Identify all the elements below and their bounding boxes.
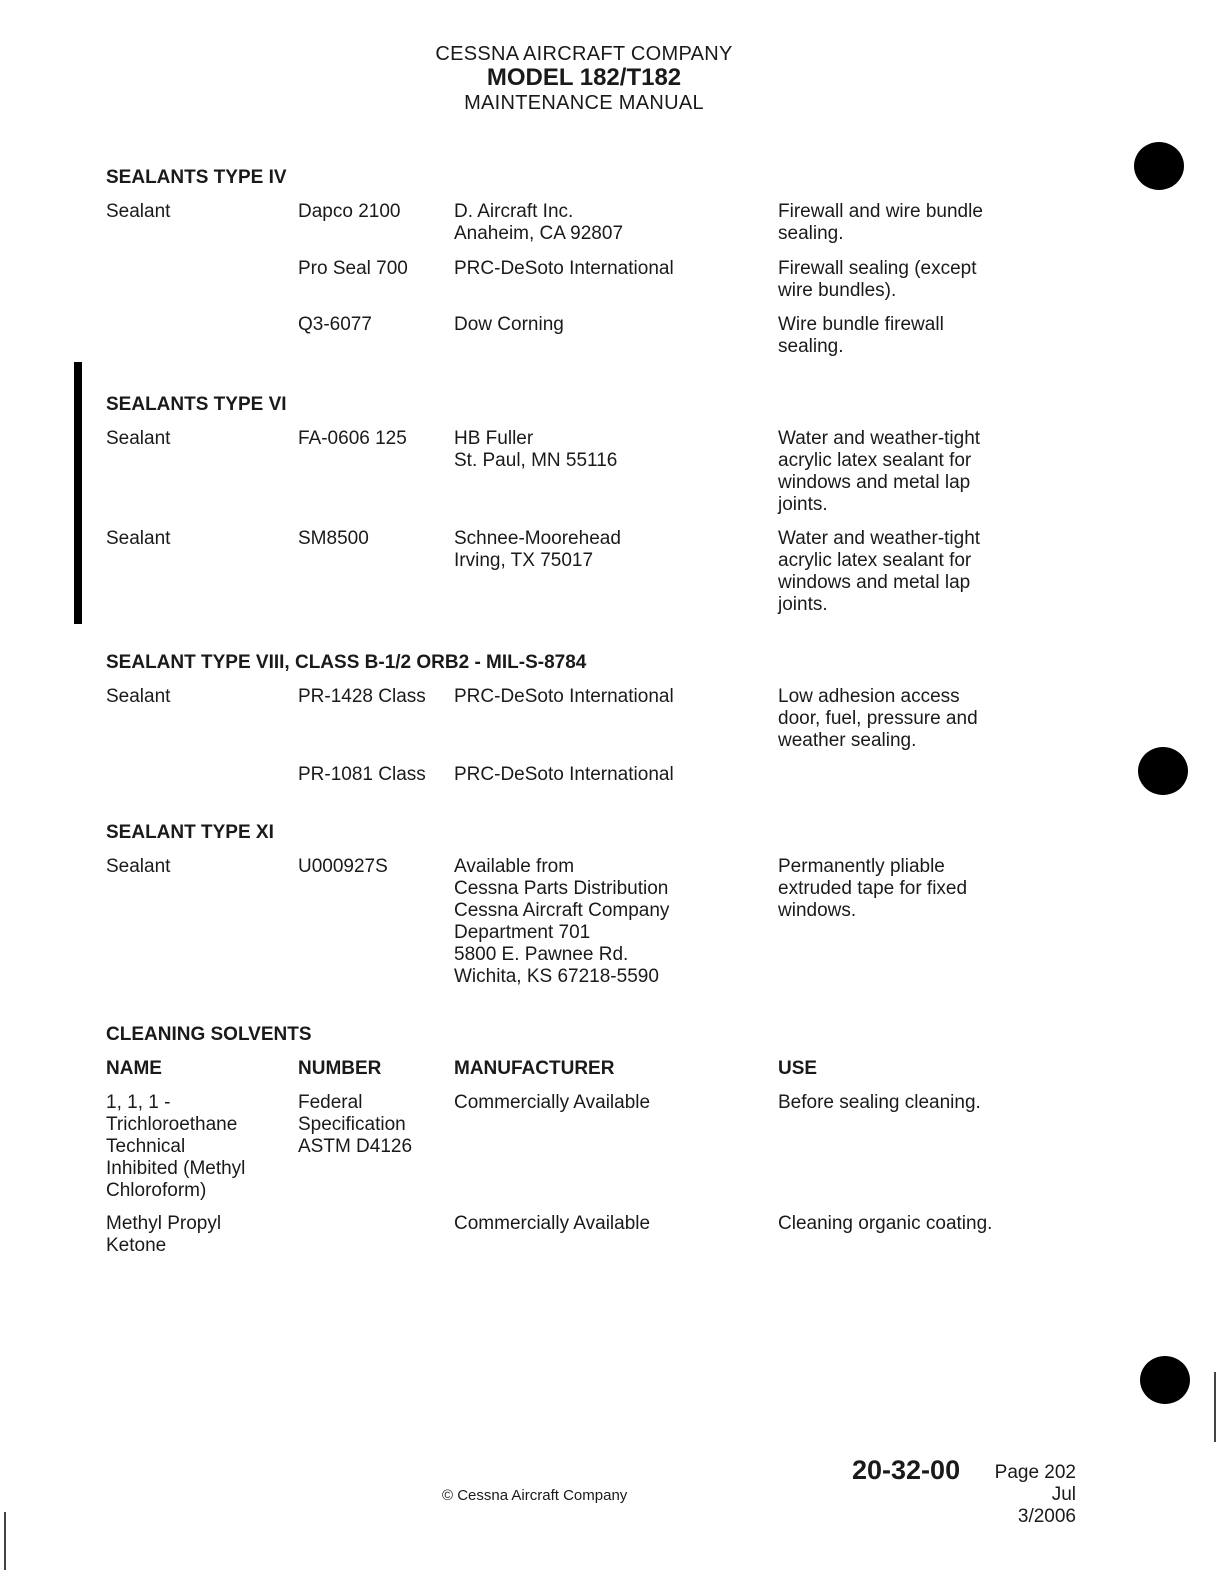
header-model: MODEL 182/T182 (486, 64, 682, 91)
row-use: door, fuel, pressure and (778, 708, 978, 729)
column-header-use: USE (778, 1058, 818, 1079)
row-name: Sealant (106, 528, 171, 549)
row-name: Inhibited (Methyl (106, 1158, 246, 1179)
row-manufacturer: PRC-DeSoto International (454, 686, 674, 707)
page-edge-mark (4, 1512, 6, 1570)
row-manufacturer: Cessna Parts Distribution (454, 878, 669, 899)
row-manufacturer: HB Fuller (454, 428, 534, 449)
column-header-name: NAME (106, 1058, 162, 1079)
row-manufacturer: St. Paul, MN 55116 (454, 450, 618, 471)
row-use: Water and weather-tight (778, 428, 981, 449)
row-use: Before sealing cleaning. (778, 1092, 981, 1113)
row-number: Federal (298, 1092, 363, 1113)
row-manufacturer: Anaheim, CA 92807 (454, 223, 624, 244)
row-use: Wire bundle firewall (778, 314, 944, 335)
row-manufacturer: Department 701 (454, 922, 591, 943)
row-use: windows and metal lap (778, 572, 971, 593)
row-number: Dapco 2100 (298, 201, 401, 222)
row-use: Cleaning organic coating. (778, 1213, 993, 1234)
row-manufacturer: PRC-DeSoto International (454, 258, 674, 279)
row-number: PR-1081 Class (298, 764, 426, 785)
row-use: joints. (778, 594, 828, 615)
row-use: Firewall and wire bundle (778, 201, 983, 222)
footer-page-number: Page 202 (994, 1462, 1076, 1483)
binder-hole-icon (1138, 747, 1188, 795)
row-name: Chloroform) (106, 1180, 207, 1201)
row-use: weather sealing. (778, 730, 917, 751)
row-use: windows and metal lap (778, 472, 971, 493)
row-number: FA-0606 125 (298, 428, 407, 449)
row-name: Sealant (106, 428, 171, 449)
row-manufacturer: Dow Corning (454, 314, 564, 335)
row-manufacturer: Wichita, KS 67218-5590 (454, 966, 659, 987)
row-use: Permanently pliable (778, 856, 945, 877)
row-use: Low adhesion access (778, 686, 960, 707)
column-header-manufacturer: MANUFACTURER (454, 1058, 615, 1079)
row-use: joints. (778, 494, 828, 515)
row-manufacturer: Cessna Aircraft Company (454, 900, 670, 921)
page-edge-mark (1214, 1372, 1216, 1442)
row-name: Technical (106, 1136, 186, 1157)
section-title-sealant-type-viii: SEALANT TYPE VIII, CLASS B-1/2 ORB2 - MIL-S-8784 (106, 652, 587, 673)
row-manufacturer: 5800 E. Pawnee Rd. (454, 944, 629, 965)
row-name: Sealant (106, 856, 171, 877)
section-title-sealant-type-xi: SEALANT TYPE XI (106, 822, 274, 843)
binder-hole-icon (1134, 142, 1184, 190)
row-use: wire bundles). (778, 280, 897, 301)
section-title-cleaning-solvents: CLEANING SOLVENTS (106, 1024, 312, 1045)
row-name: Trichloroethane (106, 1114, 238, 1135)
row-number: Pro Seal 700 (298, 258, 408, 279)
row-manufacturer: Commercially Available (454, 1092, 651, 1113)
section-title-sealants-type-iv: SEALANTS TYPE IV (106, 167, 287, 188)
footer-copyright: © Cessna Aircraft Company (442, 1487, 628, 1504)
row-use: Firewall sealing (except (778, 258, 977, 279)
row-name: Sealant (106, 686, 171, 707)
footer-section-code: 20-32-00 (852, 1455, 961, 1485)
row-number: ASTM D4126 (298, 1136, 413, 1157)
row-use: Water and weather-tight (778, 528, 981, 549)
footer-page-info (992, 1462, 1076, 1528)
row-number: Q3-6077 (298, 314, 372, 335)
row-number: Specification (298, 1114, 406, 1135)
section-title-sealants-type-vi: SEALANTS TYPE VI (106, 394, 287, 415)
row-name: Methyl Propyl (106, 1213, 222, 1234)
row-name: 1, 1, 1 - (106, 1092, 171, 1113)
revision-change-bar (74, 362, 82, 624)
row-use: extruded tape for fixed (778, 878, 968, 899)
row-use: acrylic latex sealant for (778, 550, 972, 571)
row-name: Ketone (106, 1235, 167, 1256)
row-number: SM8500 (298, 528, 369, 549)
header-company: CESSNA AIRCRAFT COMPANY (435, 43, 733, 65)
row-number: PR-1428 Class (298, 686, 426, 707)
row-manufacturer: Available from (454, 856, 575, 877)
row-manufacturer: PRC-DeSoto International (454, 764, 674, 785)
header-manual: MAINTENANCE MANUAL (464, 92, 704, 114)
binder-hole-icon (1140, 1356, 1190, 1404)
row-manufacturer: D. Aircraft Inc. (454, 201, 574, 222)
row-manufacturer: Irving, TX 75017 (454, 550, 594, 571)
column-header-number: NUMBER (298, 1058, 382, 1079)
row-manufacturer: Commercially Available (454, 1213, 651, 1234)
row-manufacturer: Schnee-Moorehead (454, 528, 621, 549)
row-number: U000927S (298, 856, 388, 877)
footer-revision-date: Jul 3/2006 (1017, 1484, 1076, 1527)
row-use: sealing. (778, 223, 844, 244)
row-use: acrylic latex sealant for (778, 450, 972, 471)
row-use: windows. (778, 900, 857, 921)
row-name: Sealant (106, 201, 171, 222)
row-use: sealing. (778, 336, 844, 357)
